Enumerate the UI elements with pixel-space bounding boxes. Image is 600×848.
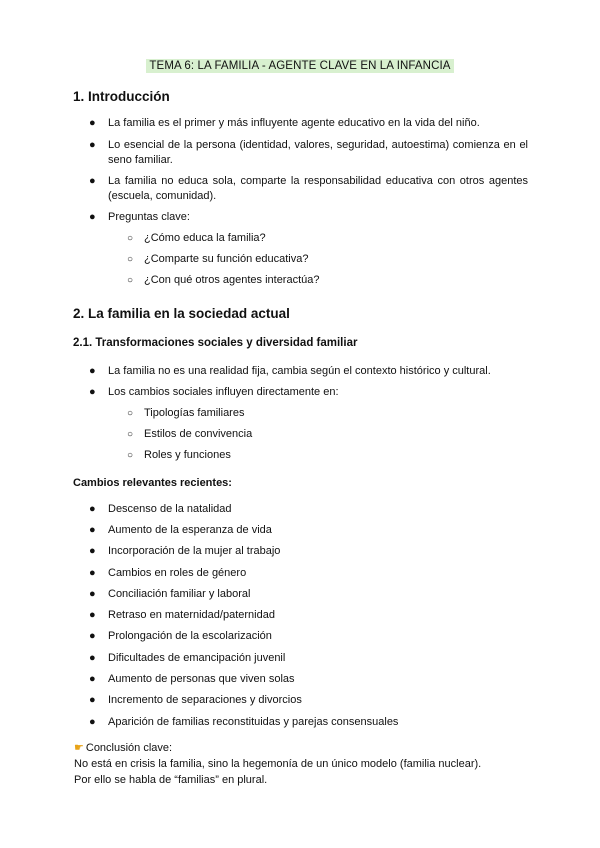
sub-list-item: Tipologías familiares — [144, 407, 245, 419]
bullet-dot: ● — [89, 365, 96, 377]
document-title: TEMA 6: LA FAMILIA - AGENTE CLAVE EN LA INFANCIA — [146, 59, 453, 73]
sub-bullet-circle: ○ — [127, 233, 134, 244]
change-item: Aparición de familias reconstituidas y parejas consensuales — [108, 716, 399, 728]
change-item: Aumento de personas que viven solas — [108, 673, 295, 685]
section-1-heading: 1. Introducción — [73, 89, 170, 104]
sub-list-item: Estilos de convivencia — [144, 428, 253, 440]
bullet-dot: ● — [89, 630, 96, 642]
bullet-dot: ● — [89, 567, 96, 579]
sub-bullet-circle: ○ — [127, 275, 134, 286]
bullet-dot: ● — [89, 609, 96, 621]
change-item: Aumento de la esperanza de vida — [108, 524, 272, 536]
list-item: Lo esencial de la persona (identidad, valores, seguridad, autoestima) comienza en el seno familiar. — [108, 139, 528, 166]
change-item: Conciliación familiar y laboral — [108, 588, 251, 600]
bullet-dot: ● — [89, 175, 96, 187]
sub-bullet-circle: ○ — [127, 408, 134, 419]
section-2-heading: 2. La familia en la sociedad actual — [73, 306, 290, 321]
change-item: Dificultades de emancipación juvenil — [108, 652, 286, 664]
bullet-dot: ● — [89, 673, 96, 685]
conclusion-line-1: No está en crisis la familia, sino la hegemonía de un único modelo (familia nuclear). — [74, 758, 482, 770]
sub-list-item: Roles y funciones — [144, 449, 231, 461]
bullet-dot: ● — [89, 524, 96, 536]
list-item: Los cambios sociales influyen directamente en: — [108, 386, 339, 398]
conclusion-label-line — [74, 741, 172, 756]
bullet-dot: ● — [89, 211, 96, 223]
bullet-dot: ● — [89, 386, 96, 398]
sub-list-item: ¿Comparte su función educativa? — [144, 253, 309, 265]
bullet-dot: ● — [89, 139, 96, 151]
change-item: Cambios en roles de género — [108, 567, 247, 579]
pointing-hand-icon: ☛ — [74, 742, 84, 754]
change-item: Incremento de separaciones y divorcios — [108, 694, 302, 706]
conclusion-label: Conclusión clave: — [85, 742, 173, 754]
subsection-2-1-heading: 2.1. Transformaciones sociales y diversidad familiar — [73, 337, 358, 349]
change-item: Retraso en maternidad/paternidad — [108, 609, 275, 621]
sub-bullet-circle: ○ — [127, 254, 134, 265]
conclusion-line-2: Por ello se habla de “familias” en plural. — [74, 774, 268, 786]
list-item: La familia no es una realidad fija, cambia según el contexto histórico y cultural. — [108, 365, 491, 377]
changes-heading: Cambios relevantes recientes: — [73, 477, 232, 489]
change-item: Prolongación de la escolarización — [108, 630, 272, 642]
sub-list-item: ¿Cómo educa la familia? — [144, 232, 266, 244]
list-item: Preguntas clave: — [108, 211, 190, 223]
sub-bullet-circle: ○ — [127, 450, 134, 461]
bullet-dot: ● — [89, 716, 96, 728]
change-item: Descenso de la natalidad — [108, 503, 232, 515]
bullet-dot: ● — [89, 652, 96, 664]
bullet-dot: ● — [89, 694, 96, 706]
bullet-dot: ● — [89, 117, 96, 129]
change-item: Incorporación de la mujer al trabajo — [108, 545, 281, 557]
title-container — [0, 56, 600, 74]
list-item: La familia no educa sola, comparte la responsabilidad educativa con otros agentes (escuela, comunidad). — [108, 175, 528, 202]
bullet-dot: ● — [89, 588, 96, 600]
bullet-dot: ● — [89, 503, 96, 515]
sub-list-item: ¿Con qué otros agentes interactúa? — [144, 274, 320, 286]
list-item: La familia es el primer y más influyente agente educativo en la vida del niño. — [108, 117, 480, 129]
bullet-dot: ● — [89, 545, 96, 557]
sub-bullet-circle: ○ — [127, 429, 134, 440]
